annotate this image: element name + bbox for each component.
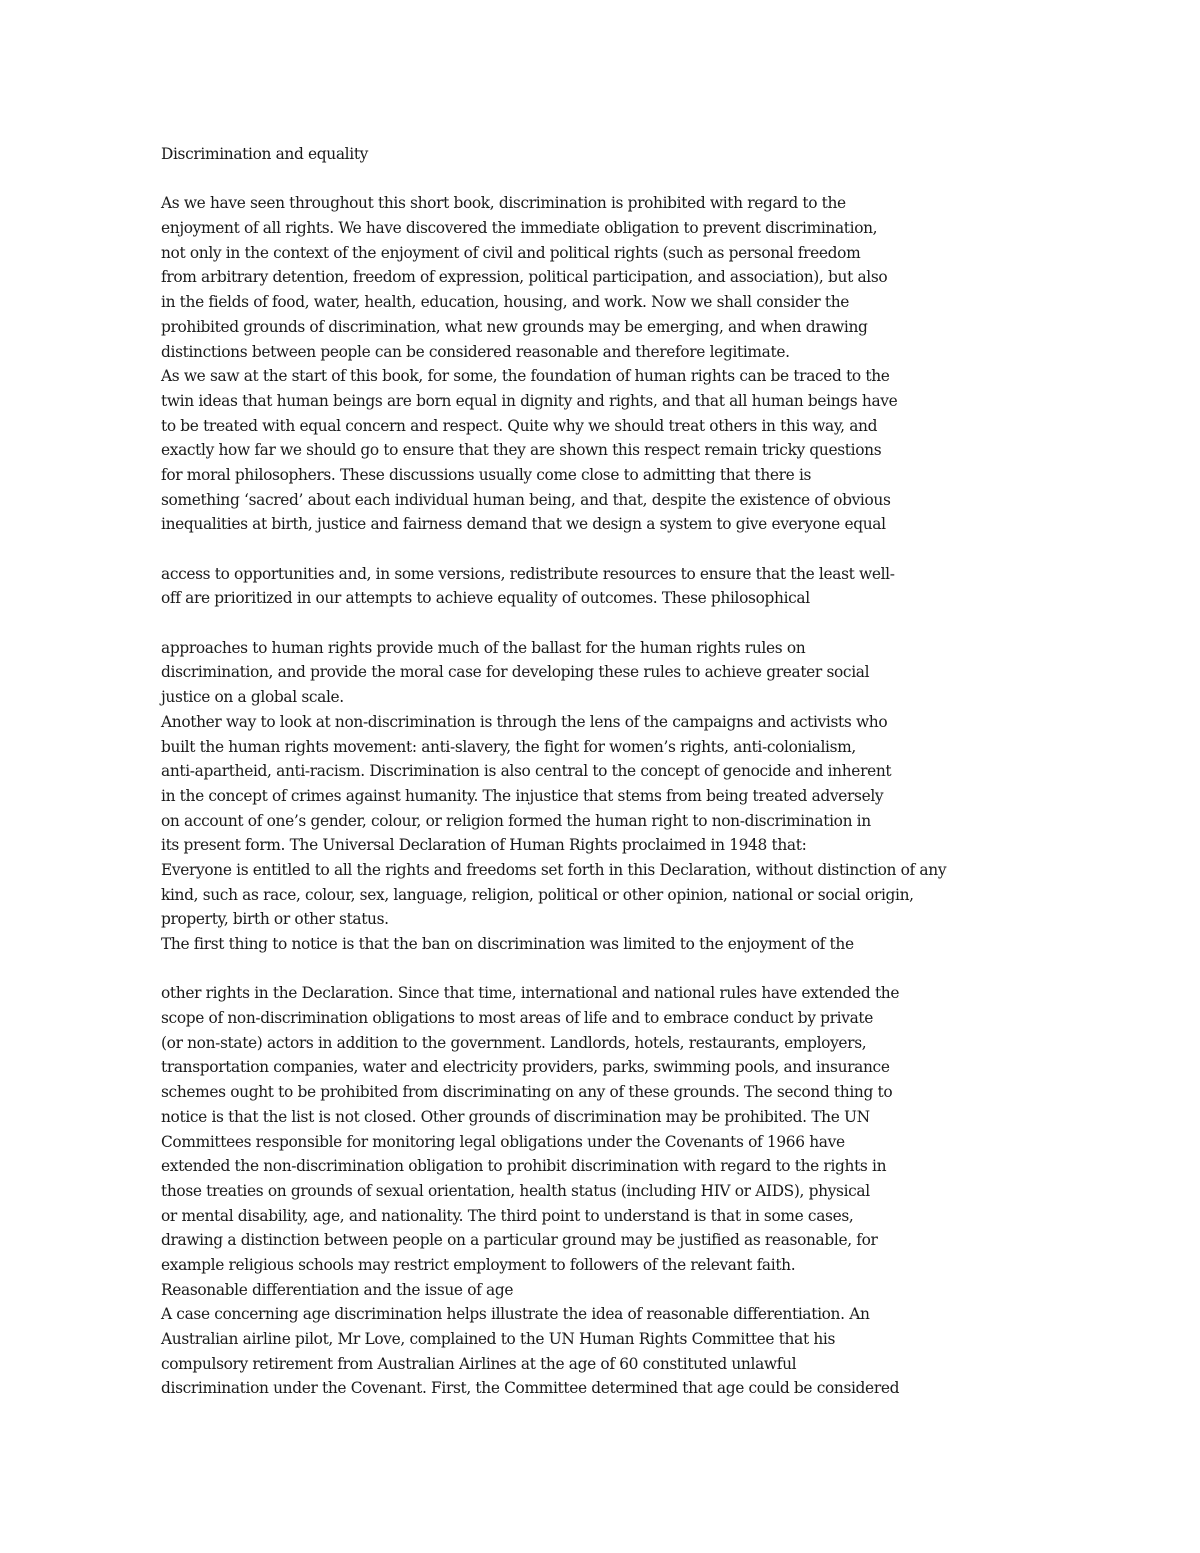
text-line: inequalities at birth, justice and fairness demand that we design a system to give everyone equal (161, 515, 886, 534)
text-line: property, birth or other status. (161, 910, 389, 929)
text-line: prohibited grounds of discrimination, what new grounds may be emerging, and when drawing (161, 317, 868, 336)
text-line: off are prioritized in our attempts to achieve equality of outcomes. These philosophical (161, 589, 810, 608)
text-line: extended the non-discrimination obligation to prohibit discrimination with regard to the rights in (161, 1157, 887, 1176)
text-line: built the human rights movement: anti-slavery, the fight for women’s rights, anti-colonialism, (161, 737, 856, 756)
text-line: anti-apartheid, anti-racism. Discrimination is also central to the concept of genocide and inherent (161, 762, 892, 781)
text-line: enjoyment of all rights. We have discovered the immediate obligation to prevent discrimination, (161, 219, 878, 238)
text-line: not only in the context of the enjoyment of civil and political rights (such as personal freedom (161, 243, 861, 262)
text-line: for moral philosophers. These discussions usually come close to admitting that there is (161, 465, 812, 484)
text-line: discrimination under the Covenant. First, the Committee determined that age could be considered (161, 1379, 900, 1398)
text-line: approaches to human rights provide much of the ballast for the human rights rules on (161, 638, 806, 657)
text-line: example religious schools may restrict employment to followers of the relevant faith. (161, 1255, 796, 1274)
text-line: notice is that the list is not closed. Other grounds of discrimination may be prohibited. The UN (161, 1107, 870, 1126)
paragraph-gap (161, 167, 1041, 192)
text-line: its present form. The Universal Declaration of Human Rights proclaimed in 1948 that: (161, 836, 807, 855)
text-line: justice on a global scale. (161, 688, 344, 707)
text-line: Reasonable differentiation and the issue of age (161, 1280, 514, 1299)
text-line: other rights in the Declaration. Since that time, international and national rules have extended the (161, 984, 900, 1003)
text-line: kind, such as race, colour, sex, language, religion, political or other opinion, national or social origin, (161, 885, 914, 904)
text-line: distinctions between people can be considered reasonable and therefore legitimate. (161, 342, 790, 361)
text-line: Committees responsible for monitoring legal obligations under the Covenants of 1966 have (161, 1132, 845, 1151)
text-line: in the concept of crimes against humanity. The injustice that stems from being treated adversely (161, 786, 884, 805)
text-line: compulsory retirement from Australian Airlines at the age of 60 constituted unlawful (161, 1354, 797, 1373)
text-line: Another way to look at non-discrimination is through the lens of the campaigns and activists who (161, 712, 888, 731)
text-line: or mental disability, age, and nationality. The third point to understand is that in some cases, (161, 1206, 854, 1225)
text-line: discrimination, and provide the moral case for developing these rules to achieve greater social (161, 663, 870, 682)
paragraph-gap (161, 611, 1041, 636)
text-line: A case concerning age discrimination helps illustrate the idea of reasonable differentiation. An (161, 1305, 870, 1324)
text-line: (or non-state) actors in addition to the government. Landlords, hotels, restaurants, employers, (161, 1033, 867, 1052)
text-line: exactly how far we should go to ensure that they are shown this respect remain tricky questions (161, 441, 882, 460)
text-line: As we saw at the start of this book, for some, the foundation of human rights can be traced to the (161, 367, 890, 386)
text-line: from arbitrary detention, freedom of expression, political participation, and association), but also (161, 268, 888, 287)
text-line: transportation companies, water and electricity providers, parks, swimming pools, and insurance (161, 1058, 890, 1077)
document-body (161, 142, 1041, 1401)
text-line: Everyone is entitled to all the rights and freedoms set forth in this Declaration, without distinction of any (161, 860, 947, 879)
text-line: scope of non-discrimination obligations to most areas of life and to embrace conduct by private (161, 1009, 874, 1028)
text-line: Australian airline pilot, Mr Love, complained to the UN Human Rights Committee that his (161, 1330, 836, 1348)
document-heading: Discrimination and equality (161, 145, 368, 163)
text-line: schemes ought to be prohibited from discriminating on any of these grounds. The second thing to (161, 1083, 893, 1102)
text-line: As we have seen throughout this short book, discrimination is prohibited with regard to the (161, 194, 846, 213)
text-line: drawing a distinction between people on a particular ground may be justified as reasonable, for (161, 1231, 878, 1250)
text-line: on account of one’s gender, colour, or religion formed the human right to non-discrimination in (161, 811, 871, 830)
text-line: those treaties on grounds of sexual orientation, health status (including HIV or AIDS), physical (161, 1181, 870, 1200)
text-line: The first thing to notice is that the ban on discrimination was limited to the enjoyment of the (161, 935, 854, 953)
text-line: to be treated with equal concern and respect. Quite why we should treat others in this way, and (161, 416, 878, 435)
paragraph-gap (161, 537, 1041, 562)
paragraph-gap (161, 957, 1041, 982)
text-line: access to opportunities and, in some versions, redistribute resources to ensure that the least well- (161, 564, 895, 583)
text-line: in the fields of food, water, health, education, housing, and work. Now we shall consider the (161, 293, 850, 312)
text-line: something ‘sacred’ about each individual human being, and that, despite the existence of obvious (161, 490, 891, 509)
text-line: twin ideas that human beings are born equal in dignity and rights, and that all human beings have (161, 391, 898, 410)
